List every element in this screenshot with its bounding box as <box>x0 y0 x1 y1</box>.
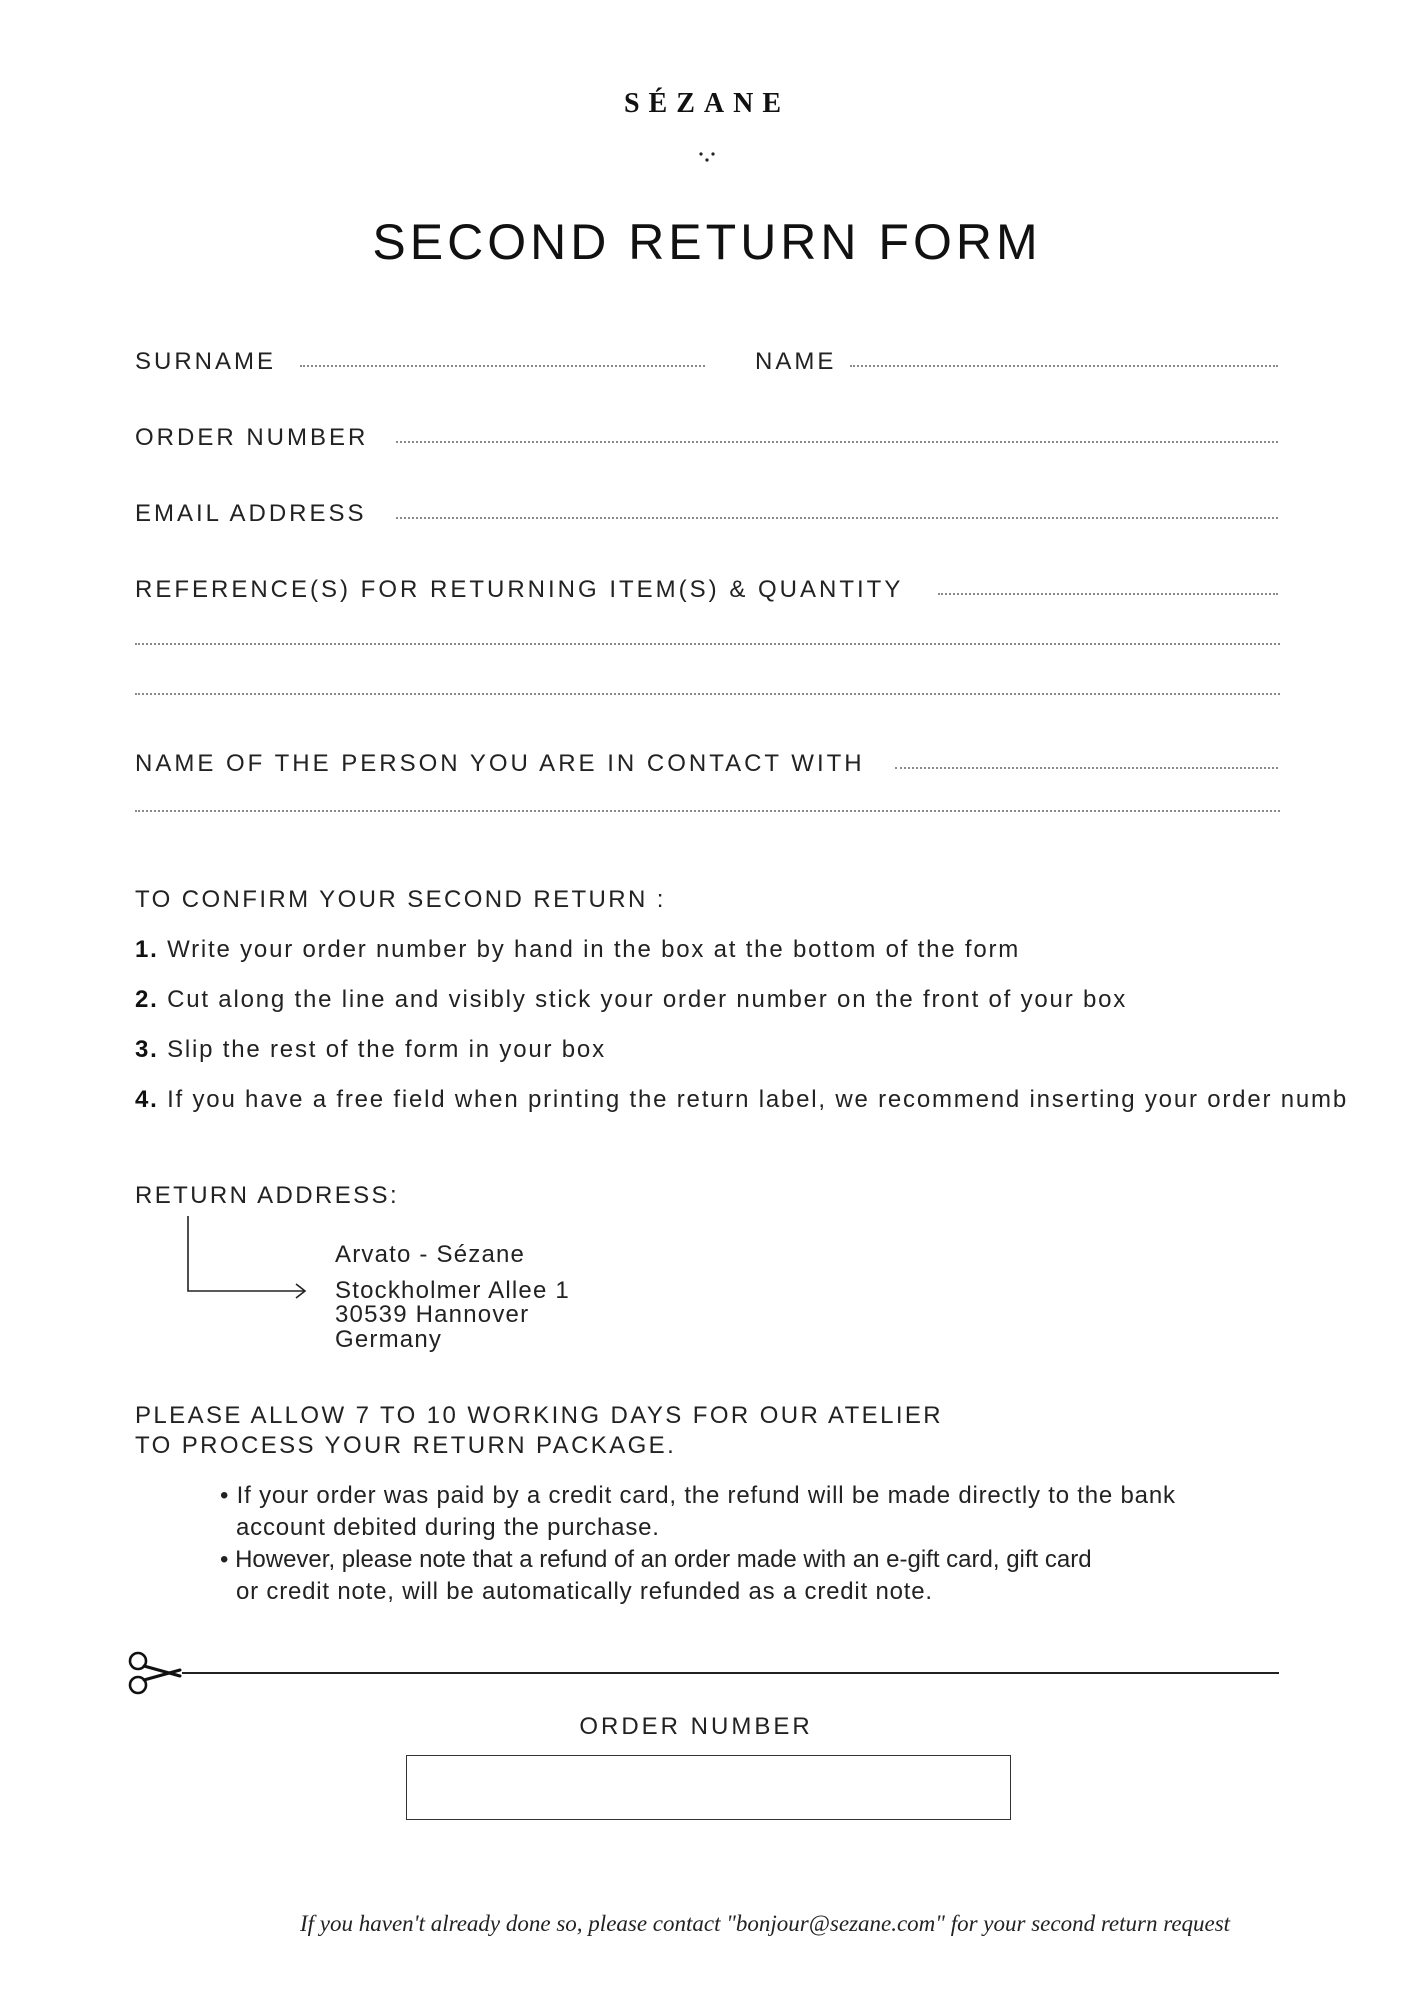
order-number-label: ORDER NUMBER <box>135 424 369 451</box>
contact-person-field-line-2[interactable] <box>135 810 1280 812</box>
step-text: Write your order number by hand in the box at the bottom of the form <box>167 936 1021 963</box>
return-address-heading: RETURN ADDRESS: <box>135 1182 400 1209</box>
references-field-line-2[interactable] <box>135 643 1280 645</box>
email-field[interactable] <box>396 517 1278 519</box>
contact-person-label: NAME OF THE PERSON YOU ARE IN CONTACT WITH <box>135 750 865 777</box>
step-number: 3. <box>135 1036 159 1063</box>
name-label: NAME <box>755 348 837 375</box>
processing-line-2: TO PROCESS YOUR RETURN PACKAGE. <box>135 1432 677 1459</box>
step-2 <box>135 986 1127 1014</box>
brand-logo: SÉZANE <box>623 88 791 119</box>
step-3 <box>135 1036 606 1064</box>
arrow-icon <box>180 1214 310 1300</box>
references-field-line-3[interactable] <box>135 693 1280 695</box>
footer-note: If you haven't already done so, please contact "bonjour@sezane.com" for your second return request <box>300 1911 1231 1936</box>
bullet-line: account debited during the purchase. <box>236 1514 660 1541</box>
email-label: EMAIL ADDRESS <box>135 500 367 527</box>
step-text: Cut along the line and visibly stick your order number on the front of your box <box>167 986 1128 1013</box>
bullet-line: • However, please note that a refund of an order made with an e-gift card, gift card <box>220 1546 1092 1573</box>
references-label: REFERENCE(S) FOR RETURNING ITEM(S) & QUANTITY <box>135 576 904 603</box>
contact-person-field[interactable] <box>895 767 1278 769</box>
surname-field[interactable] <box>300 365 705 367</box>
name-field[interactable] <box>850 365 1278 367</box>
address-line-3: 30539 Hannover <box>335 1301 530 1328</box>
step-number: 4. <box>135 1086 159 1113</box>
step-text: Slip the rest of the form in your box <box>167 1036 606 1063</box>
step-text: If you have a free field when printing the return label, we recommend inserting your order numb <box>167 1086 1348 1113</box>
refund-bullet-1 <box>220 1480 1176 1608</box>
step-4 <box>135 1086 1414 1114</box>
order-number-box-label: ORDER NUMBER <box>579 1713 813 1740</box>
cut-line <box>182 1672 1279 1674</box>
surname-label: SURNAME <box>135 348 277 375</box>
processing-line-1: PLEASE ALLOW 7 TO 10 WORKING DAYS FOR OUR ATELIER <box>135 1402 944 1429</box>
references-field[interactable] <box>938 593 1278 595</box>
page-title: SECOND RETURN FORM <box>372 214 1042 270</box>
step-number: 1. <box>135 936 159 963</box>
address-line-1: Arvato - Sézane <box>335 1241 526 1268</box>
address-line-2: Stockholmer Allee 1 <box>335 1277 570 1304</box>
step-1 <box>135 936 1020 964</box>
address-line-4: Germany <box>335 1326 443 1353</box>
logo-dots-icon <box>696 150 718 164</box>
bullet-line: or credit note, will be automatically refunded as a credit note. <box>236 1578 933 1605</box>
bullet-line: • If your order was paid by a credit card, the refund will be made directly to the bank <box>220 1482 1176 1509</box>
order-number-box[interactable] <box>406 1755 1011 1820</box>
confirm-heading: TO CONFIRM YOUR SECOND RETURN : <box>135 886 666 913</box>
order-number-field[interactable] <box>396 441 1278 443</box>
step-number: 2. <box>135 986 159 1013</box>
scissors-icon <box>126 1650 186 1696</box>
